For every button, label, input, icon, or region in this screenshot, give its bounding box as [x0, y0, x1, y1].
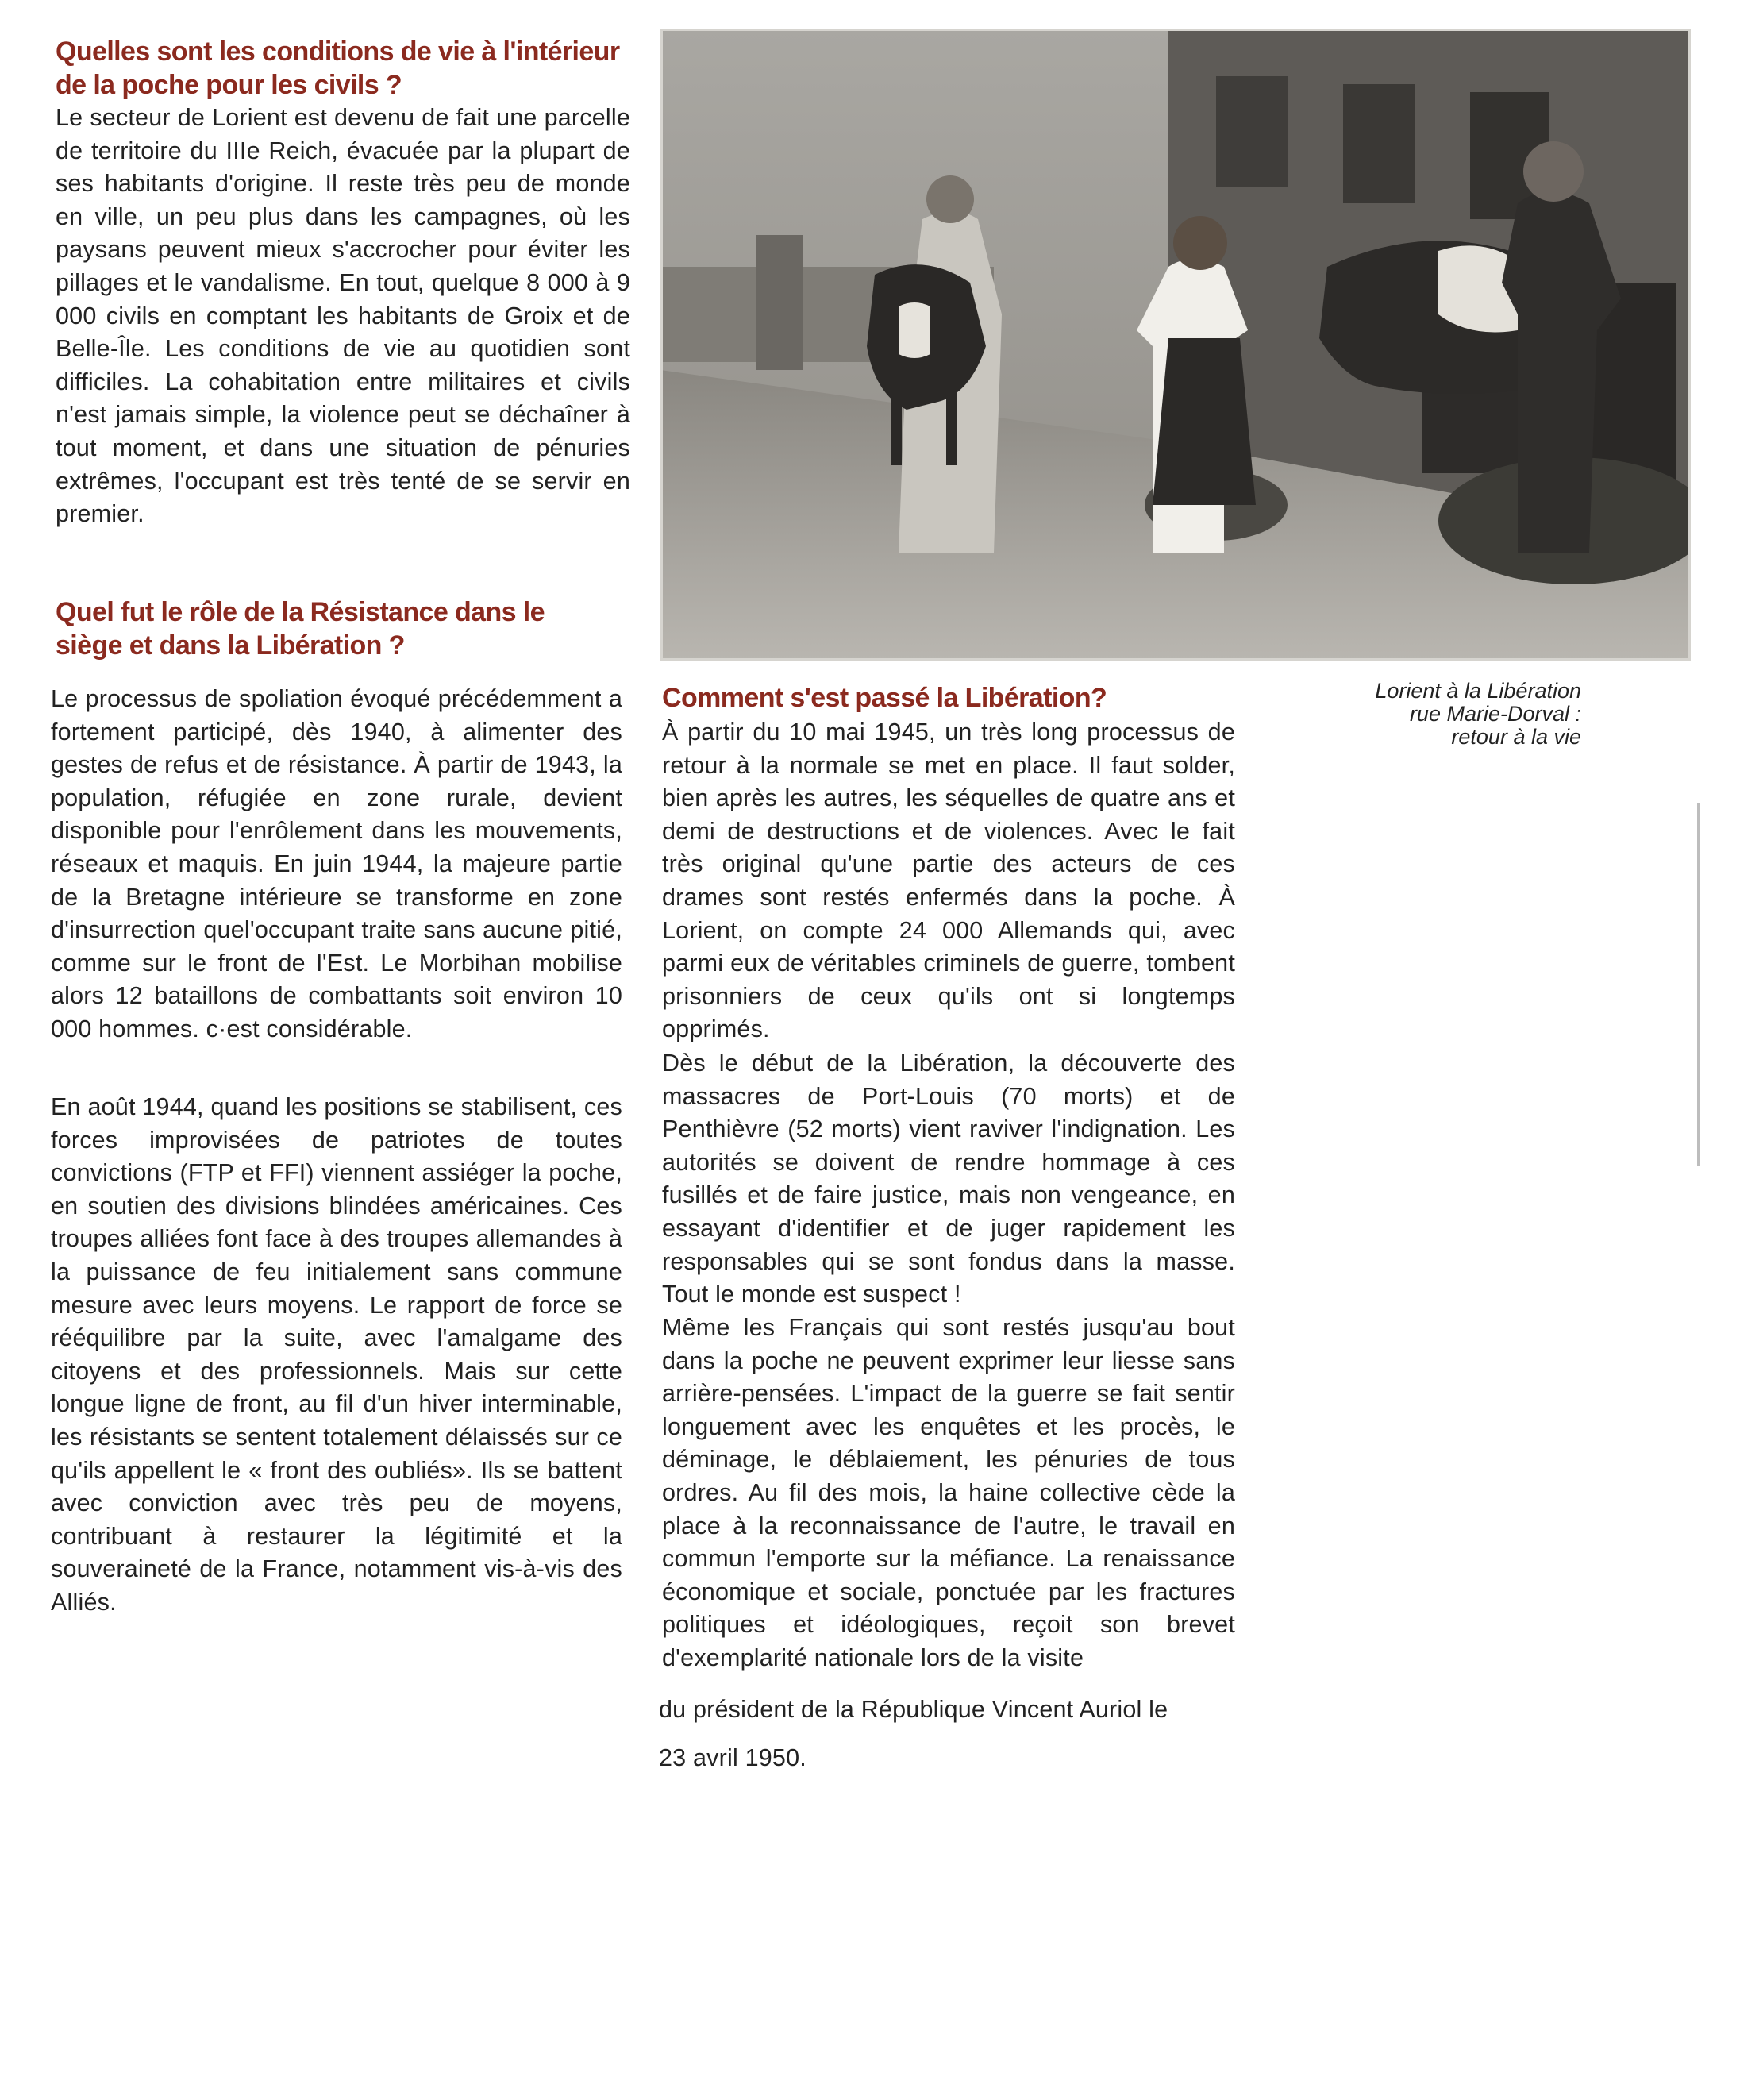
- caption-line-3: retour à la vie: [1451, 725, 1581, 749]
- paragraph-resistance-1: Le processus de spoliation évoqué précédemment a fortement participé, dès 1940, à alimenter des gestes de refus et de résistance. À partir de 1943, la population, réfugiée en zone rurale, devient disponible pour l'enrôlement dans les mouvements, réseaux et maquis. En juin 1944, la majeure partie de la Bretagne intérieure se transforme en zone d'insurrection quel'occupant traite sans aucune pitié, comme sur le front de l'Est. Le Morbihan mobilise alors 12 bataillons de combattants soit environ 10 000 hommes. c·est considérable.: [51, 685, 622, 1042]
- photo-caption: [1302, 680, 1581, 749]
- caption-line-2: rue Marie-Dorval :: [1409, 702, 1581, 726]
- heading-civil-life: Quelles sont les conditions de vie à l'intérieur de la poche pour les civils ?: [56, 37, 620, 100]
- paragraph-civil-life: Le secteur de Lorient est devenu de fait une parcelle de territoire du IIIe Reich, évacuée par la plupart de ses habitants d'origine. Il reste très peu de monde en ville, un peu plus dans les campagnes, où les paysans peuvent mieux s'accrocher pour éviter les pillages et le vandalisme. En tout, quelque 8 000 à 9 000 civils en comptant les habitants de Groix et de Belle-Île. Les conditions de vie au quotidien sont difficiles. La cohabitation entre militaires et civils n'est jamais simple, la violence peut se déchaîner à tout moment, et dans une situation de pénuries extrêmes, l'occupant est très tenté de se servir en premier.: [56, 104, 630, 528]
- margin-rule: [1697, 803, 1700, 1166]
- heading-resistance-role: Quel fut le rôle de la Résistance dans le siège et dans la Libération ?: [56, 597, 545, 661]
- caption-line-1: Lorient à la Libération: [1375, 679, 1581, 703]
- paragraph-liberation-5: 23 avril 1950.: [659, 1744, 806, 1771]
- liberation-photo: [660, 29, 1691, 661]
- paragraph-liberation-2: Dès le début de la Libération, la découverte des massacres de Port-Louis (70 morts) et de Penthièvre (52 morts) vient raviver l'indignation. Les autorités se doivent de rendre hommage à ces fusillés et de faire justice, mais non vengeance, en essayant d'identifier et de juger rapidement les responsables qui se sont fondus dans la masse. Tout le monde est suspect !: [662, 1050, 1235, 1308]
- paragraph-liberation-3: Même les Français qui sont restés jusqu'au bout dans la poche ne peuvent exprimer leur liesse sans arrière-pensées. L'impact de la guerre se fait sentir longuement avec les enquêtes et les procès, le déminage, le déblaiement, les pénuries de tous ordres. Au fil des mois, la haine collective cède la place à la reconnaissance de l'autre, le travail en commun l'emporte sur la méfiance. La renaissance économique et sociale, ponctuée par les fractures politiques et idéologiques, reçoit son brevet d'exemplarité nationale lors de la visite: [662, 1314, 1235, 1671]
- paragraph-liberation-4: du président de la République Vincent Auriol le: [659, 1696, 1168, 1723]
- heading-liberation: Comment s'est passé la Libération?: [662, 683, 1107, 713]
- paragraph-resistance-2: En août 1944, quand les positions se stabilisent, ces forces improvisées de patriotes de toutes convictions (FTP et FFI) viennent assiéger la poche, en soutien des divisions blindées américaines. Ces troupes alliées font face à des troupes allemandes à la puissance de feu initialement sans commune mesure avec leurs moyens. Le rapport de force se rééquilibre par la suite, avec l'amalgame des citoyens et des professionnels. Mais sur cette longue ligne de front, au fil d'un hiver interminable, les résistants se sentent totalement délaissés sur ce qu'ils appellent le « front des oubliés». Ils se battent avec conviction avec très peu de moyens, contribuant à restaurer la légitimité et la souveraineté de la France, notamment vis-à-vis des Alliés.: [51, 1093, 622, 1616]
- paragraph-liberation-1: À partir du 10 mai 1945, un très long processus de retour à la normale se met en place. Il faut solder, bien après les autres, les séquelles de quatre ans et demi de destructions et de violences. Avec le fait très original qu'une partie des acteurs de ces drames sont restés enfermés dans la poche. À Lorient, on compte 24 000 Allemands qui, avec parmi eux de véritables criminels de guerre, tombent prisonniers de ceux qu'ils ont si longtemps opprimés.: [662, 719, 1235, 1043]
